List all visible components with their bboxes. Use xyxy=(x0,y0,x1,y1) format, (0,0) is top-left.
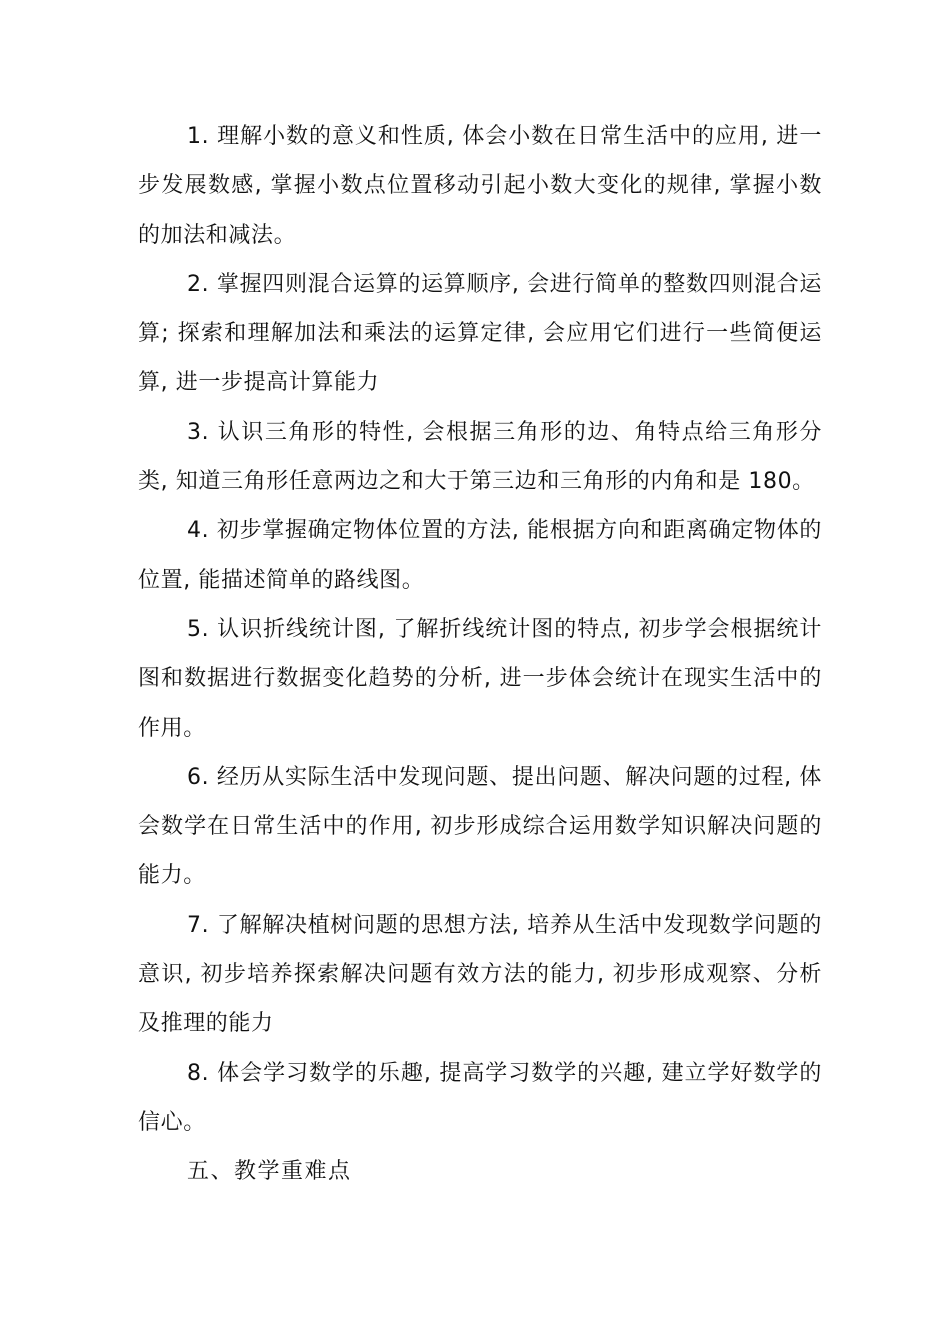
objective-item-4: 4. 初步掌握确定物体位置的方法, 能根据方向和距离确定物体的位置, 能描述简单的路线图。 xyxy=(138,518,822,593)
objective-item-6: 6. 经历从实际生活中发现问题、提出问题、解决问题的过程, 体会数学在日常生活中的作用, 初步形成综合运用数学知识解决问题的能力。 xyxy=(138,764,822,889)
objective-item-5: 5. 认识折线统计图, 了解折线统计图的特点, 初步学会根据统计图和数据进行数据变化趋势的分析, 进一步体会统计在现实生活中的作用。 xyxy=(138,616,822,741)
document-body xyxy=(138,112,822,1197)
objective-item-8: 8. 体会学习数学的乐趣, 提高学习数学的兴趣, 建立学好数学的信心。 xyxy=(138,1060,822,1135)
objective-item-1: 1. 理解小数的意义和性质, 体会小数在日常生活中的应用, 进一步发展数感, 掌握小数点位置移动引起小数大变化的规律, 掌握小数的加法和减法。 xyxy=(138,124,822,248)
section-heading: 五、教学重难点 xyxy=(187,1159,352,1185)
objective-item-7: 7. 了解解决植树问题的思想方法, 培养从生活中发现数学问题的意识, 初步培养探索解决问题有效方法的能力, 初步形成观察、分析及推理的能力 xyxy=(138,912,822,1037)
objective-item-2: 2. 掌握四则混合运算的运算顺序, 会进行简单的整数四则混合运算; 探索和理解加法和乘法的运算定律, 会应用它们进行一些简便运算, 进一步提高计算能力 xyxy=(138,271,822,396)
objective-item-3: 3. 认识三角形的特性, 会根据三角形的边、角特点给三角形分类, 知道三角形任意两边之和大于第三边和三角形的内角和是 180。 xyxy=(138,419,822,495)
